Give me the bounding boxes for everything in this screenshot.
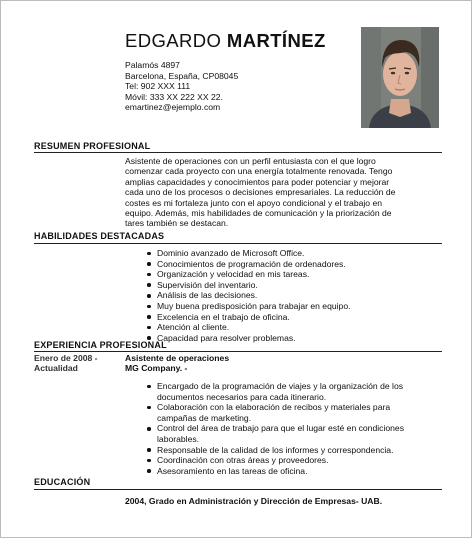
list-item: Conocimientos de programación de ordenadores. xyxy=(147,259,351,270)
skills-divider xyxy=(34,243,442,244)
list-item: Control del área de trabajo para que el lugar esté en condiciones laborables. xyxy=(147,423,404,444)
list-item: Muy buena predisposición para trabajar en equipo. xyxy=(147,301,351,312)
last-name: MARTÍNEZ xyxy=(226,30,326,51)
email: emartinez@ejemplo.com xyxy=(125,102,221,112)
mobile: Móvil: 333 XX 222 XX 22. xyxy=(125,91,223,102)
company-name: MG Company. - xyxy=(125,363,188,374)
contact-block xyxy=(125,60,238,113)
experience-divider xyxy=(34,351,442,352)
duties-list xyxy=(147,381,404,476)
profile-photo xyxy=(361,27,439,128)
list-item: Coordinación con otras áreas y proveedores. xyxy=(147,455,404,466)
address-street: Palamós 4897 xyxy=(125,60,180,70)
first-name: EDGARDO xyxy=(125,30,222,51)
list-item: Responsable de la calidad de los informes y correspondencia. xyxy=(147,445,404,456)
summary-paragraph: Asistente de operaciones con un perfil entusiasta con el que logro comenzar cada proyecto con una energía totalmente renovada. Tengo amplias capacidades y conocimientos para poder potenciar y mejorar cada uno de los procesos o decisiones empresariales. La reducción de costes es mi fortaleza junto con el apoyo condicional y el trabajo en equipo. Además, mis habilidades de comunicación y la priorización de tares también se destacan. xyxy=(125,156,396,229)
candidate-name xyxy=(125,30,326,52)
list-item: Asesoramiento en las tareas de oficina. xyxy=(147,466,404,477)
education-heading: EDUCACIÓN xyxy=(34,477,91,487)
address-city: Barcelona, España, CP08045 xyxy=(125,70,239,81)
summary-heading: RESUMEN PROFESIONAL xyxy=(34,141,151,151)
experience-position xyxy=(125,353,229,374)
list-item: Encargado de la programación de viajes y la organización de los documentos necesarios para cada itinerario. xyxy=(147,381,404,402)
list-item: Análisis de las decisiones. xyxy=(147,290,351,301)
job-title: Asistente de operaciones xyxy=(125,353,230,363)
experience-dates: Enero de 2008 - Actualidad xyxy=(34,353,98,374)
list-item: Capacidad para resolver problemas. xyxy=(147,333,351,344)
list-item: Atención al cliente. xyxy=(147,322,351,333)
skills-heading: HABILIDADES DESTACADAS xyxy=(34,231,165,241)
skills-list xyxy=(147,248,351,343)
list-item: Excelencia en el trabajo de oficina. xyxy=(147,312,351,323)
summary-divider xyxy=(34,152,442,153)
list-item: Supervisión del inventario. xyxy=(147,280,351,291)
list-item: Dominio avanzado de Microsoft Office. xyxy=(147,248,351,259)
phone: Tel: 902 XXX 111 xyxy=(125,81,191,91)
education-entry: 2004, Grado en Administración y Dirección de Empresas- UAB. xyxy=(125,496,383,506)
list-item: Organización y velocidad en mis tareas. xyxy=(147,269,351,280)
list-item: Colaboración con la elaboración de recibos y materiales para campañas de marketing. xyxy=(147,402,404,423)
education-divider xyxy=(34,489,442,490)
experience-heading: EXPERIENCIA PROFESIONAL xyxy=(34,340,167,350)
